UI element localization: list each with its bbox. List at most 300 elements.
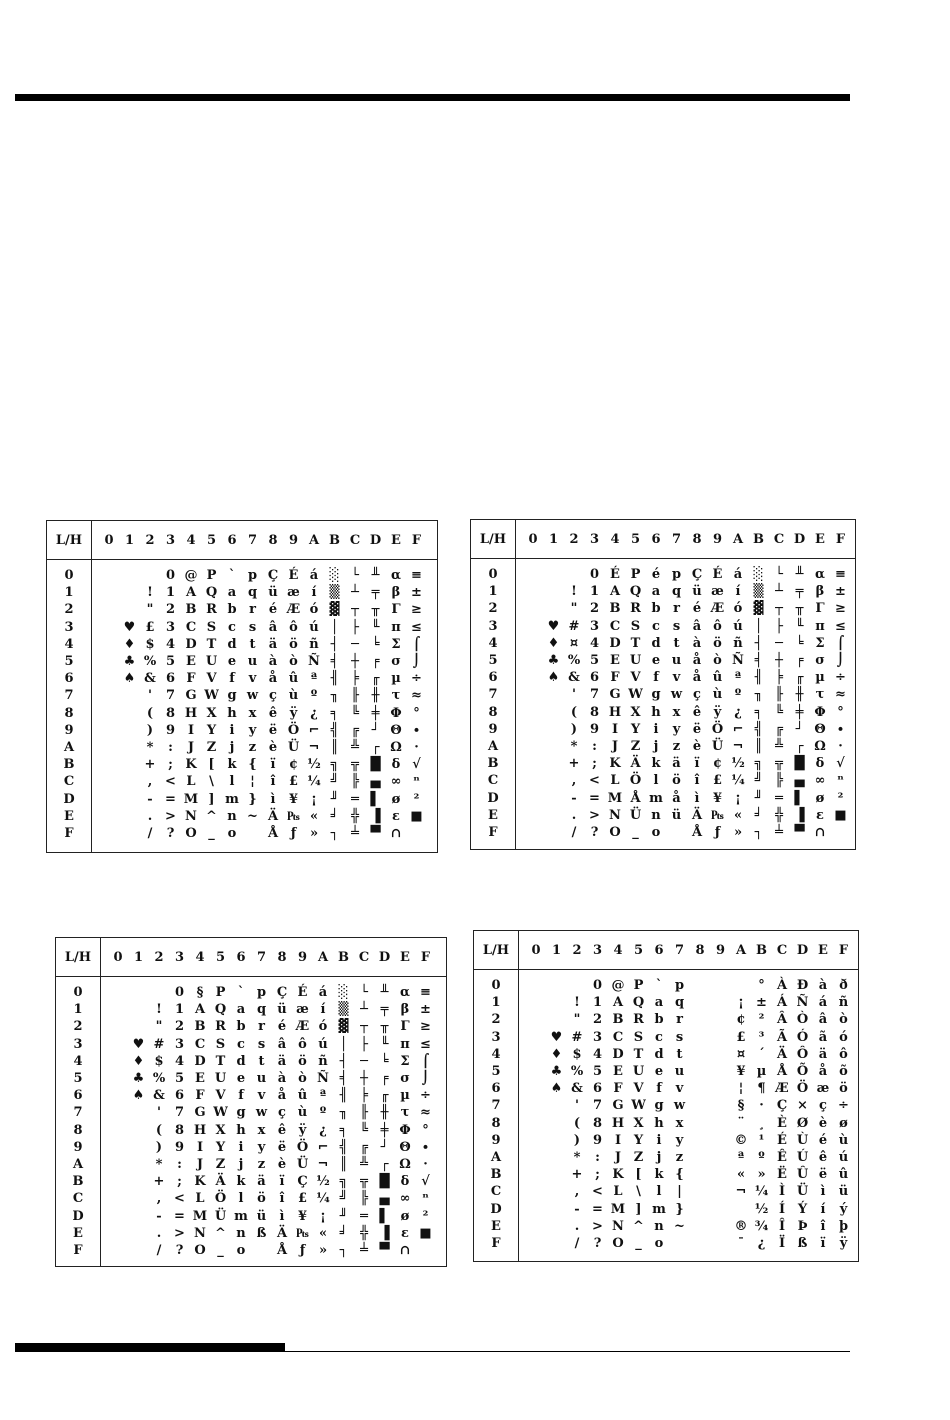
- row-header-divider: [91, 559, 92, 852]
- char-cell: ß: [797, 1236, 808, 1251]
- char-cell: ù: [297, 1105, 308, 1121]
- char-cell: g: [227, 688, 237, 704]
- char-cell: [731, 1201, 751, 1218]
- char-cell: ×: [797, 1098, 808, 1114]
- char-cell: »: [757, 1167, 766, 1183]
- row-header: F: [73, 1243, 83, 1258]
- char-cell: 8: [589, 704, 600, 720]
- row-header: 6: [64, 671, 74, 687]
- char-cell: é: [692, 601, 702, 617]
- char-cell: Ø: [796, 1115, 809, 1131]
- char-cell: ú: [309, 619, 319, 635]
- char-cell: h: [227, 705, 237, 721]
- char-cell: ▐: [794, 807, 805, 823]
- char-cell: └: [775, 567, 783, 582]
- char-cell: 2: [174, 1019, 185, 1035]
- char-cell: X: [206, 705, 217, 721]
- char-cell: K: [609, 756, 621, 772]
- char-cell: v: [672, 670, 681, 686]
- char-cell: z: [672, 739, 681, 754]
- char-cell: 3: [589, 618, 600, 634]
- char-cell: ╤: [795, 584, 804, 600]
- char-cell: Õ: [796, 1064, 809, 1079]
- char-cell: ƒ: [714, 825, 721, 840]
- column-header: 1: [548, 531, 559, 547]
- char-cell: ¥: [288, 791, 299, 807]
- char-cell: σ: [400, 1071, 410, 1086]
- char-cell: ÿ: [713, 704, 722, 720]
- char-cell: Γ: [400, 1019, 410, 1035]
- char-cell: Å: [267, 826, 279, 841]
- char-cell: N: [185, 808, 197, 824]
- char-cell: «: [309, 808, 319, 824]
- char-cell: ╚: [775, 704, 783, 720]
- char-cell: g: [236, 1105, 246, 1121]
- char-cell: ♣: [550, 1064, 563, 1079]
- char-cell: x: [672, 704, 681, 720]
- char-cell: σ: [815, 653, 825, 668]
- char-cell: R: [630, 601, 641, 617]
- char-cell: [: [208, 757, 215, 773]
- char-cell: Ü: [296, 1157, 309, 1172]
- char-cell: ë: [818, 1167, 828, 1183]
- char-cell: ü: [268, 585, 278, 601]
- char-cell: Æ: [295, 1019, 310, 1035]
- char-cell: m: [225, 791, 239, 807]
- row-header: 8: [488, 704, 498, 720]
- char-cell: s: [672, 618, 681, 634]
- char-cell: b: [651, 601, 661, 617]
- char-cell: q: [674, 995, 685, 1011]
- char-cell: ÿ: [298, 1122, 307, 1138]
- char-cell: ª: [734, 670, 742, 686]
- char-cell: è: [818, 1115, 828, 1131]
- char-cell: P: [215, 985, 226, 1000]
- char-cell: ╟: [351, 688, 359, 704]
- char-cell: ╠: [775, 773, 783, 789]
- char-cell: ╙: [380, 1036, 389, 1052]
- char-cell: w: [255, 1105, 268, 1121]
- char-cell: ø: [839, 1115, 848, 1131]
- char-cell: O: [609, 825, 621, 840]
- char-cell: ╢: [330, 671, 339, 687]
- row-header: 5: [73, 1071, 83, 1086]
- row-header: D: [63, 791, 75, 807]
- char-cell: +: [144, 757, 156, 773]
- char-cell: Ω: [390, 740, 402, 755]
- char-cell: ²: [758, 1012, 765, 1028]
- char-cell: ∙: [413, 722, 420, 738]
- char-cell: ♥: [550, 1029, 563, 1045]
- char-cell: Ú: [796, 1150, 809, 1165]
- char-cell: ╖: [754, 687, 763, 703]
- column-header: 1: [133, 949, 144, 965]
- char-cell: ∞: [390, 774, 402, 790]
- char-cell: Γ: [815, 601, 825, 617]
- char-cell: v: [248, 671, 257, 687]
- char-cell: ─: [351, 636, 359, 652]
- char-cell: q: [247, 585, 258, 601]
- char-cell: y: [257, 1139, 266, 1155]
- char-cell: w: [670, 687, 683, 703]
- char-cell: R: [633, 1012, 644, 1028]
- char-cell: ▓: [753, 601, 764, 617]
- char-cell: <: [174, 1191, 185, 1207]
- char-cell: Z: [206, 740, 217, 755]
- char-cell: û: [838, 1167, 849, 1183]
- char-cell: ¨: [737, 1115, 745, 1131]
- char-cell: ⌡: [421, 1071, 430, 1086]
- char-cell: `: [655, 978, 663, 993]
- char-cell: ╪: [795, 704, 804, 720]
- char-cell: ¡: [735, 790, 741, 806]
- char-cell: ♥: [547, 618, 560, 634]
- char-cell: 2: [592, 1012, 603, 1028]
- char-cell: µ: [400, 1088, 410, 1104]
- char-cell: $: [145, 636, 155, 652]
- char-cell: L: [613, 1184, 623, 1200]
- char-cell: ½: [316, 1174, 330, 1190]
- char-cell: X: [633, 1115, 644, 1131]
- char-cell: ¢: [712, 756, 723, 772]
- char-cell: ╕: [339, 1122, 348, 1138]
- char-cell: ╫: [371, 688, 380, 704]
- char-cell: r: [676, 1012, 683, 1028]
- char-cell: a: [651, 584, 661, 600]
- char-cell: û: [288, 671, 299, 687]
- char-cell: M: [607, 790, 623, 806]
- char-cell: f: [656, 1081, 662, 1097]
- char-cell: ▓: [329, 602, 340, 618]
- char-cell: |: [677, 1184, 682, 1200]
- char-cell: §: [196, 985, 204, 1000]
- char-cell: \: [636, 1184, 641, 1200]
- char-cell: ┬: [351, 602, 359, 618]
- row-header: B: [72, 1174, 84, 1190]
- row-header: E: [64, 808, 74, 824]
- char-cell: ♦: [547, 635, 560, 651]
- char-cell: £: [712, 773, 723, 789]
- char-cell: ▒: [338, 1002, 349, 1018]
- column-header: A: [317, 949, 329, 965]
- char-cell: ?: [593, 1236, 602, 1251]
- char-cell: Ä: [630, 756, 641, 772]
- char-cell: Ö: [796, 1081, 809, 1097]
- char-cell: ¶: [757, 1081, 766, 1097]
- row-header: 5: [64, 654, 74, 669]
- char-cell: Â: [776, 1012, 788, 1028]
- char-cell: /: [156, 1243, 162, 1258]
- char-cell: 2: [589, 601, 600, 617]
- row-header: 5: [488, 653, 498, 668]
- char-cell: ¢: [736, 1012, 746, 1028]
- char-cell: ó: [839, 1029, 848, 1045]
- char-cell: ñ: [838, 995, 849, 1011]
- char-cell: º: [310, 688, 318, 704]
- char-cell: Θ: [399, 1139, 411, 1155]
- char-cell: }: [248, 791, 257, 807]
- char-cell: ü: [671, 807, 682, 823]
- char-cell: e: [651, 653, 661, 668]
- char-cell: ú: [838, 1150, 849, 1165]
- char-cell: z: [248, 740, 257, 755]
- char-cell: ¿: [757, 1236, 766, 1251]
- char-cell: ┐: [330, 826, 339, 841]
- char-cell: ·: [423, 1157, 428, 1172]
- char-cell: U: [632, 1064, 645, 1079]
- char-cell: ·: [414, 740, 419, 755]
- char-cell: ): [146, 722, 154, 738]
- char-cell: ¬: [732, 739, 744, 754]
- char-cell: ): [573, 1132, 581, 1148]
- char-cell: Y: [630, 721, 641, 737]
- char-cell: Ç: [776, 1098, 788, 1114]
- char-cell: ┌: [371, 740, 380, 755]
- char-cell: I: [611, 721, 619, 737]
- char-cell: █: [794, 756, 805, 772]
- char-cell: ♠: [550, 1081, 563, 1097]
- column-header: C: [358, 949, 370, 965]
- char-cell: Ö: [711, 721, 724, 737]
- row-header: 2: [488, 601, 498, 617]
- char-cell: π: [815, 618, 825, 634]
- column-header: 2: [154, 949, 164, 965]
- char-cell: 7: [174, 1105, 185, 1121]
- char-cell: »: [318, 1243, 328, 1258]
- row-header: B: [490, 1167, 502, 1183]
- column-header: 9: [297, 949, 308, 965]
- char-cell: ╜: [339, 1208, 348, 1224]
- char-cell: ò: [713, 653, 722, 668]
- char-cell: -: [571, 790, 577, 806]
- char-cell: Þ: [797, 1218, 808, 1234]
- column-header: 2: [569, 531, 579, 547]
- column-header: 2: [572, 942, 582, 958]
- char-cell: ╩: [775, 739, 783, 754]
- char-cell: ¥: [297, 1208, 308, 1224]
- char-cell: ù: [712, 687, 723, 703]
- char-cell: ╗: [330, 757, 339, 773]
- char-cell: ï: [279, 1174, 285, 1190]
- char-cell: √: [421, 1174, 430, 1190]
- char-cell: :: [168, 740, 173, 755]
- char-cell: _: [635, 1236, 642, 1251]
- char-cell: a: [654, 995, 664, 1011]
- char-cell: »: [309, 826, 319, 841]
- char-cell: ╫: [795, 687, 804, 703]
- char-cell: õ: [839, 1064, 848, 1079]
- row-header: A: [490, 1150, 502, 1165]
- column-header: C: [776, 942, 788, 958]
- char-cell: W: [631, 1098, 646, 1114]
- char-cell: y: [248, 722, 257, 738]
- row-header: 0: [64, 568, 74, 583]
- char-cell: ?: [166, 826, 175, 841]
- char-cell: A: [609, 584, 621, 600]
- char-cell: ├: [351, 619, 359, 635]
- char-cell: &: [144, 671, 156, 687]
- char-cell: Å: [776, 1064, 788, 1079]
- char-cell: î: [279, 1191, 285, 1207]
- char-cell: H: [608, 704, 622, 720]
- char-cell: Θ: [390, 722, 402, 738]
- char-cell: -: [156, 1208, 162, 1224]
- char-cell: c: [652, 618, 660, 634]
- char-cell: Ç: [267, 568, 279, 583]
- char-cell: ': [148, 688, 152, 704]
- char-cell: Q: [632, 995, 645, 1011]
- char-cell: c: [237, 1036, 245, 1052]
- char-cell: Ω: [814, 739, 826, 754]
- char-cell: ▓: [338, 1019, 349, 1035]
- char-cell: m: [652, 1201, 666, 1217]
- column-header: E: [400, 949, 410, 965]
- char-cell: ¤: [736, 1046, 746, 1062]
- char-cell: D: [194, 1053, 206, 1069]
- char-cell: :: [595, 1150, 600, 1165]
- char-cell: 0: [165, 568, 176, 583]
- char-cell: E: [186, 654, 196, 669]
- char-cell: F: [186, 671, 196, 687]
- char-cell: ▒: [753, 584, 764, 600]
- char-cell: Ä: [776, 1046, 788, 1062]
- char-cell: B: [194, 1019, 206, 1035]
- char-cell: n: [227, 808, 237, 824]
- char-cell: <: [165, 774, 176, 790]
- char-cell: q: [256, 1002, 267, 1018]
- char-cell: ┘: [795, 721, 804, 737]
- char-cell: ∩: [814, 825, 826, 840]
- char-cell: Ù: [796, 1132, 809, 1148]
- char-cell: =: [165, 791, 176, 807]
- row-header: 6: [73, 1088, 83, 1104]
- char-cell: Ç: [297, 1174, 308, 1190]
- char-cell: j: [229, 740, 235, 755]
- char-cell: ♣: [132, 1071, 145, 1086]
- char-cell: A: [185, 585, 197, 601]
- char-cell: %: [152, 1071, 166, 1086]
- char-cell: 3: [592, 1029, 603, 1045]
- char-cell: è: [692, 739, 702, 754]
- column-header: C: [349, 532, 361, 548]
- char-cell: ╪: [371, 705, 380, 721]
- char-cell: ñ: [733, 635, 743, 651]
- char-cell: L: [195, 1191, 205, 1207]
- char-cell: ░: [753, 567, 764, 582]
- char-cell: ┤: [754, 635, 763, 651]
- char-cell: G: [609, 687, 621, 703]
- char-cell: S: [630, 618, 641, 634]
- char-cell: ·: [838, 739, 843, 754]
- column-header: F: [835, 531, 846, 547]
- char-cell: ╣: [754, 721, 763, 737]
- char-cell: ,: [156, 1191, 162, 1207]
- char-cell: α: [390, 568, 401, 583]
- char-cell: V: [206, 671, 217, 687]
- char-cell: ï: [694, 756, 700, 772]
- row-header: 9: [64, 722, 74, 738]
- char-cell: q: [671, 584, 682, 600]
- char-cell: t: [676, 1046, 683, 1062]
- char-cell: Ö: [214, 1191, 227, 1207]
- char-cell: ▄: [379, 1191, 390, 1207]
- char-cell: ñ: [318, 1053, 328, 1069]
- char-cell: ò: [298, 1071, 307, 1086]
- char-cell: p: [671, 567, 682, 582]
- char-cell: j: [238, 1157, 244, 1172]
- char-cell: S: [633, 1029, 644, 1045]
- char-cell: \: [209, 774, 214, 790]
- char-cell: ô: [839, 1046, 848, 1062]
- char-cell: ╢: [754, 670, 763, 686]
- char-cell: n: [651, 807, 661, 823]
- char-cell: Æ: [710, 601, 725, 617]
- char-cell: æ: [816, 1081, 830, 1097]
- row-header: 1: [488, 584, 498, 600]
- row-header: 1: [64, 585, 74, 601]
- char-cell: └: [351, 568, 359, 583]
- char-cell: W: [213, 1105, 228, 1121]
- char-cell: ø: [391, 791, 401, 807]
- char-cell: ♥: [132, 1036, 145, 1052]
- char-cell: L: [186, 774, 196, 790]
- char-cell: >: [165, 808, 176, 824]
- char-cell: ô: [713, 618, 722, 634]
- char-cell: ⌠: [836, 635, 845, 651]
- char-cell: ]: [208, 791, 215, 807]
- char-cell: /: [147, 826, 153, 841]
- char-cell: ]: [635, 1201, 642, 1217]
- char-cell: ┘: [380, 1139, 389, 1155]
- column-header: E: [815, 531, 825, 547]
- char-cell: ¿: [310, 705, 318, 721]
- char-cell: U: [214, 1071, 227, 1086]
- char-cell: ⁿ: [422, 1191, 429, 1207]
- row-header: 3: [488, 618, 498, 634]
- char-cell: ╥: [380, 1019, 389, 1035]
- char-cell: F: [610, 670, 620, 686]
- char-cell: ¾: [754, 1218, 769, 1234]
- char-cell: ■: [410, 808, 423, 824]
- char-cell: z: [675, 1150, 684, 1165]
- column-header: 8: [268, 532, 278, 548]
- char-cell: ¡: [320, 1208, 326, 1224]
- char-cell: ƒ: [290, 826, 297, 841]
- char-cell: +: [568, 756, 580, 772]
- char-cell: X: [630, 704, 641, 720]
- char-cell: !: [571, 584, 577, 600]
- char-cell: 3: [165, 619, 176, 635]
- char-cell: ♣: [547, 653, 560, 668]
- column-header: B: [753, 531, 764, 547]
- char-cell: ≤: [411, 619, 422, 635]
- char-cell: ½: [731, 756, 745, 772]
- char-cell: y: [675, 1132, 684, 1148]
- char-cell: t: [249, 636, 256, 652]
- char-cell: ╬: [775, 807, 783, 823]
- column-header: 3: [589, 531, 600, 547]
- char-cell: ∩: [399, 1243, 411, 1258]
- char-cell: ▄: [794, 773, 805, 789]
- char-cell: ┼: [351, 654, 359, 669]
- char-cell: ≥: [420, 1019, 431, 1035]
- char-cell: Γ: [391, 602, 401, 618]
- char-cell: ╜: [330, 791, 339, 807]
- char-cell: ╩: [351, 740, 359, 755]
- char-cell: £: [736, 1029, 746, 1045]
- char-cell: █: [370, 757, 381, 773]
- char-cell: y: [672, 721, 681, 737]
